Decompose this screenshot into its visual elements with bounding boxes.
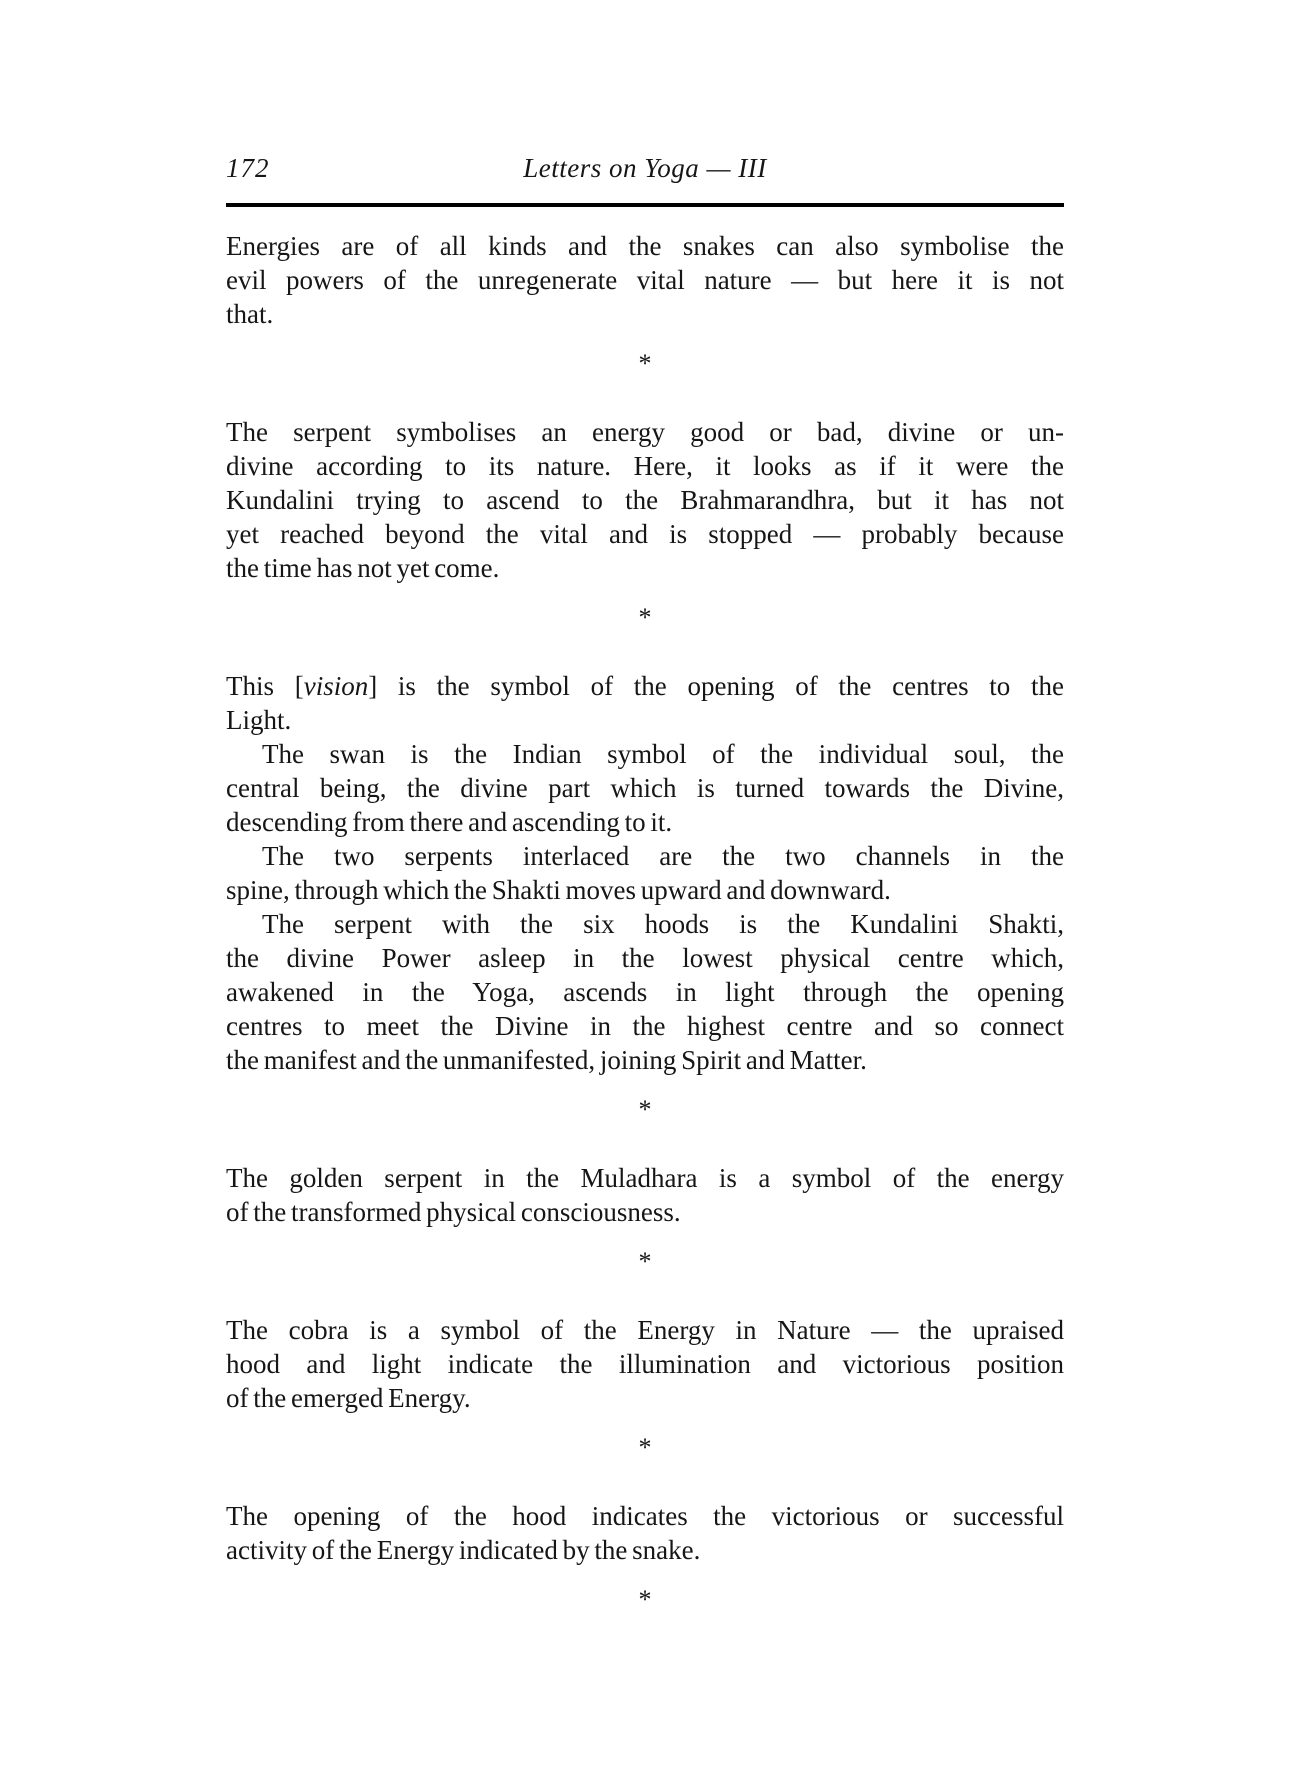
text-line: This [vision] is the symbol of the opening of the centres to the [226,671,1064,701]
section-separator: * [638,1247,652,1276]
text-line: central being, the divine part which is turned towards the Divine, [226,773,1064,803]
page-header [226,150,1064,186]
text-line: activity of the Energy indicated by the snake. [226,1535,701,1565]
text-line: The golden serpent in the Muladhara is a symbol of the energy [226,1163,1064,1193]
text-line: Energies are of all kinds and the snakes can also symbolise the [226,231,1064,261]
header-rule [226,203,1064,207]
text-line: descending from there and ascending to it. [226,807,673,837]
paragraph [226,907,1064,1077]
paragraph [226,839,1064,907]
running-title: Letters on Yoga — III [523,153,767,183]
section-separator: * [638,1585,652,1614]
text-line: The two serpents interlaced are the two channels in the [262,841,1064,871]
page-body [226,229,1064,1617]
text-line: yet reached beyond the vital and is stopped — probably because [226,519,1064,549]
page-number: 172 [226,153,270,183]
text-line: evil powers of the unregenerate vital nature — but here it is not [226,265,1064,295]
text-line: hood and light indicate the illumination and victorious position [226,1349,1064,1379]
text-line: spine, through which the Shakti moves upward and downward. [226,875,891,905]
text-line: Light. [226,705,292,735]
text-line: the time has not yet come. [226,553,500,583]
text-line: the divine Power asleep in the lowest physical centre which, [226,943,1064,973]
paragraph [226,415,1064,585]
paragraph [226,1499,1064,1567]
paragraph [226,1313,1064,1415]
paragraph [226,737,1064,839]
text-line: awakened in the Yoga, ascends in light through the opening [226,977,1064,1007]
text-line: of the emerged Energy. [226,1383,471,1413]
text-line: The serpent symbolises an energy good or bad, divine or un- [226,417,1064,447]
paragraph [226,1161,1064,1229]
section-separator: * [638,603,652,632]
text-line: The cobra is a symbol of the Energy in Nature — the upraised [226,1315,1064,1345]
text-line: Kundalini trying to ascend to the Brahmarandhra, but it has not [226,485,1064,515]
text-line: divine according to its nature. Here, it looks as if it were the [226,451,1064,481]
text-block [226,150,1064,1651]
paragraph [226,669,1064,737]
text-line: of the transformed physical consciousness. [226,1197,681,1227]
text-line: The serpent with the six hoods is the Kundalini Shakti, [262,909,1064,939]
text-line: The swan is the Indian symbol of the individual soul, the [262,739,1064,769]
text-line: The opening of the hood indicates the victorious or successful [226,1501,1064,1531]
text-line: that. [226,299,274,329]
section-separator: * [638,1095,652,1124]
section-separator: * [638,1433,652,1462]
paragraph [226,229,1064,331]
text-line: centres to meet the Divine in the highest centre and so connect [226,1011,1064,1041]
section-separator: * [638,349,652,378]
text-line: the manifest and the unmanifested, joining Spirit and Matter. [226,1045,867,1075]
